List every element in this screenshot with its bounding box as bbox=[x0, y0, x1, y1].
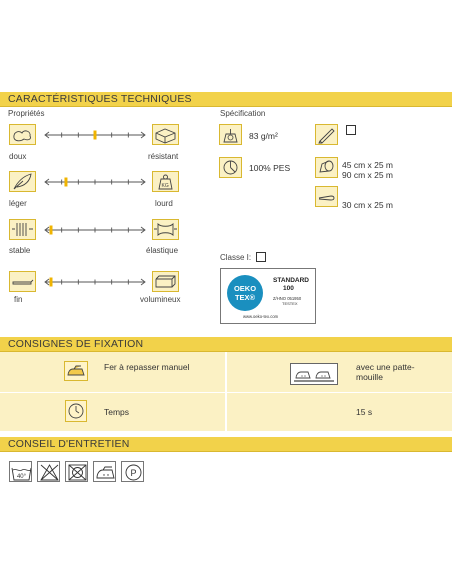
iron-with-cloth-icon bbox=[290, 363, 338, 385]
scale-doux-resistant bbox=[41, 130, 149, 140]
scale-left-label: léger bbox=[9, 199, 27, 208]
ribbon-roll-icon bbox=[315, 186, 338, 207]
properties-heading: Propriétés bbox=[8, 109, 45, 118]
spec-composition: 100% PES bbox=[249, 163, 291, 173]
spec-width-a-1: 45 cm x 25 m bbox=[342, 160, 394, 170]
scale-fin-volumineux bbox=[41, 277, 149, 287]
spec-weight: 83 g/m² bbox=[249, 131, 278, 141]
svg-text:OEKO: OEKO bbox=[233, 284, 257, 293]
class-checkbox[interactable] bbox=[256, 252, 266, 262]
no-bleach-icon bbox=[37, 461, 60, 482]
section-title-care: CONSEIL D'ENTRETIEN bbox=[8, 438, 130, 450]
composition-pie-icon bbox=[219, 157, 242, 178]
oeko-website: www.oeko-tex.com bbox=[243, 314, 279, 319]
spec-checkbox[interactable] bbox=[346, 125, 356, 135]
scale-stable-elastique bbox=[41, 225, 149, 235]
oeko-number: 100 bbox=[283, 285, 294, 292]
scale-left-label: stable bbox=[9, 246, 31, 255]
fixing-iron-note: avec une patte-mouille bbox=[356, 362, 415, 382]
scale-right-label: volumineux bbox=[140, 295, 181, 304]
scale-leger-lourd bbox=[41, 177, 149, 187]
divider bbox=[0, 106, 452, 107]
scale-marker bbox=[50, 278, 53, 287]
section-title-technical: CARACTÉRISTIQUES TECHNIQUES bbox=[8, 93, 192, 105]
dry-clean-p-icon bbox=[121, 461, 144, 482]
svg-text:P: P bbox=[130, 468, 137, 478]
svg-text:KG: KG bbox=[161, 183, 169, 189]
bulky-fabric-icon bbox=[152, 271, 179, 292]
class-label: Classe I: bbox=[220, 253, 252, 262]
scale-right-label: élastique bbox=[146, 246, 179, 255]
stable-fabric-icon bbox=[9, 219, 36, 240]
weight-icon bbox=[152, 171, 179, 192]
fixing-time-label: Temps bbox=[104, 407, 130, 417]
iron-two-dots-icon bbox=[93, 461, 116, 482]
soft-fabric-icon bbox=[9, 124, 36, 145]
resistant-fabric-icon bbox=[152, 124, 179, 145]
scale-marker bbox=[50, 226, 53, 235]
scale-right-label: résistant bbox=[148, 152, 179, 161]
section-title-fixing: CONSIGNES DE FIXATION bbox=[8, 338, 144, 350]
oeko-institute: TESTEX bbox=[282, 301, 298, 306]
fixing-iron-label: Fer à repasser manuel bbox=[104, 362, 190, 372]
scale-weight-icon bbox=[219, 124, 242, 145]
wash-40-icon bbox=[9, 461, 32, 482]
section-header-fixing bbox=[0, 337, 452, 351]
scale-marker bbox=[64, 178, 67, 187]
iron-icon bbox=[64, 361, 88, 381]
fixing-iron-cell bbox=[0, 352, 225, 392]
svg-text:40°: 40° bbox=[16, 474, 27, 480]
oeko-tex-logo bbox=[225, 273, 265, 313]
roll-icon bbox=[315, 157, 338, 178]
oeko-code: Z/HNO 051950 bbox=[273, 296, 302, 301]
divider bbox=[0, 451, 452, 452]
pencil-icon bbox=[315, 124, 338, 145]
thin-fabric-icon bbox=[9, 271, 36, 292]
clock-icon bbox=[65, 400, 87, 422]
specification-heading: Spécification bbox=[220, 109, 266, 118]
scale-left-label: doux bbox=[9, 152, 27, 161]
elastic-fabric-icon bbox=[152, 219, 179, 240]
fixing-time-value: 15 s bbox=[356, 407, 373, 417]
scale-right-label: lourd bbox=[155, 199, 173, 208]
section-header-technical bbox=[0, 92, 452, 106]
fixing-time-value-cell bbox=[227, 393, 452, 431]
oeko-tex-label bbox=[220, 268, 316, 324]
section-header-care bbox=[0, 437, 452, 451]
spec-width-b: 30 cm x 25 m bbox=[342, 200, 394, 210]
oeko-standard: STANDARD bbox=[273, 277, 309, 284]
no-tumble-dry-icon bbox=[65, 461, 88, 482]
scale-marker bbox=[94, 131, 97, 140]
scale-left-label: fin bbox=[14, 295, 23, 304]
svg-text:TEX®: TEX® bbox=[234, 293, 256, 302]
spec-width-a-2: 90 cm x 25 m bbox=[342, 170, 394, 180]
feather-icon bbox=[9, 171, 36, 192]
